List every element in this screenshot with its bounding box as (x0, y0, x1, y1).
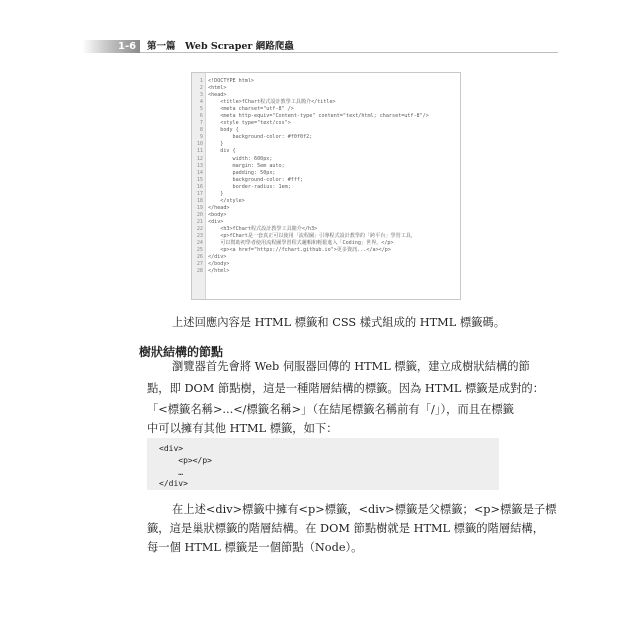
paragraph-intro: 上述回應內容是 HTML 標籤和 CSS 樣式組成的 HTML 標籤碼。 (172, 316, 506, 329)
paragraph-tree-line: 瀏覽器首先會將 Web 伺服器回傳的 HTML 標籤，建立成樹狀結構的節 (172, 360, 530, 373)
code-line (192, 163, 460, 170)
line-number: 17 (196, 190, 203, 197)
code-text: } (208, 190, 224, 197)
code-text: </body> (208, 261, 230, 268)
code-text: </style> (208, 197, 245, 204)
code-lines (192, 78, 460, 275)
code-line (192, 212, 460, 219)
line-number: 7 (199, 120, 203, 127)
line-number: 20 (196, 211, 203, 218)
line-number: 1 (199, 78, 203, 84)
line-number: 24 (196, 240, 203, 247)
paragraph-hierarchy-line: 每一個 HTML 標籤是一個節點（Node）。 (147, 541, 363, 554)
code-text: <h3>fChart程式設計教學工具簡介</h3> (208, 225, 318, 232)
code-text: <head> (208, 92, 227, 99)
line-number: 2 (199, 85, 203, 92)
code-line (192, 261, 460, 268)
code-text: <!DOCTYPE html> (208, 78, 255, 84)
code-text: </div> (208, 254, 227, 261)
page-header (0, 40, 640, 56)
code-line (192, 219, 460, 226)
paragraph-hierarchy-line: 籤，這是巢狀標籤的階層結構。在 DOM 節點樹就是 HTML 標籤的階層結構， (147, 522, 545, 535)
line-number: 19 (196, 204, 203, 211)
code-line (192, 247, 460, 254)
code-line (192, 148, 460, 155)
line-number: 25 (196, 247, 203, 254)
line-number: 28 (196, 268, 203, 275)
code-text: <style type="text/css"> (208, 120, 291, 127)
page-number: 1-6 (118, 41, 137, 52)
line-number: 11 (196, 148, 203, 155)
code-text: div { (208, 148, 236, 155)
code-line (192, 106, 460, 113)
code-line (192, 191, 460, 198)
code-text: <meta http-equiv="Content-type" content="text/html; charset=utf-8"/> (208, 113, 429, 120)
code-line (192, 141, 460, 148)
code-line (192, 268, 460, 275)
code-text: padding: 50px; (208, 169, 276, 176)
code-text: <div> (208, 218, 224, 225)
code-line (192, 78, 460, 85)
code-text: </head> (208, 204, 230, 211)
code-line (192, 156, 460, 163)
code-line (192, 85, 460, 92)
line-number: 18 (196, 197, 203, 204)
line-number: 16 (196, 183, 203, 190)
line-number: 12 (196, 155, 203, 162)
line-number: 15 (196, 176, 203, 183)
code-line (192, 113, 460, 120)
example-code-line: <p></p> (159, 456, 212, 465)
code-text: <p>fChart是一套真正可以使用「流程圖」引導程式設計教學的「跨平台」學習工具， (208, 233, 416, 240)
line-number: 3 (199, 92, 203, 99)
code-text: 可以幫助初學者使用流程圖學習程式邏輯和輕鬆進入「Coding」世界。</p> (208, 240, 394, 247)
example-code-line: <div> (159, 444, 184, 453)
code-text: background-color: #f0f0f2; (208, 134, 313, 141)
line-number: 10 (196, 141, 203, 148)
example-code-block (147, 438, 499, 490)
line-number: 26 (196, 254, 203, 261)
code-text: <meta charset="utf-8" /> (208, 106, 294, 113)
code-text: </html> (208, 268, 230, 275)
code-line (192, 134, 460, 141)
line-number: 21 (196, 218, 203, 225)
code-text: <html> (208, 85, 227, 92)
code-line (192, 120, 460, 127)
code-line (192, 254, 460, 261)
code-text: <title>fChart程式設計教學工具簡介</title> (208, 99, 336, 106)
code-text: } (208, 141, 224, 148)
code-text: <body> (208, 211, 227, 218)
line-number: 22 (196, 225, 203, 232)
code-line (192, 226, 460, 233)
code-listing (191, 72, 461, 300)
code-text: border-radius: 1em; (208, 183, 291, 190)
line-number: 23 (196, 233, 203, 240)
line-number: 13 (196, 162, 203, 169)
chapter-title: 第一篇 Web Scraper 網路爬蟲 (147, 41, 294, 52)
code-line (192, 198, 460, 205)
header-divider (140, 52, 558, 53)
line-number: 5 (199, 106, 203, 113)
code-line (192, 184, 460, 191)
code-line (192, 99, 460, 106)
line-number: 27 (196, 261, 203, 268)
code-line (192, 177, 460, 184)
line-number: 14 (196, 169, 203, 176)
line-number: 8 (199, 127, 203, 134)
code-line (192, 205, 460, 212)
paragraph-tree-line: 中可以擁有其他 HTML 標籤，如下： (147, 422, 338, 435)
paragraph-hierarchy-line: 在上述<div>標籤中擁有<p>標籤，<div>標籤是父標籤；<p>標籤是子標 (172, 503, 557, 516)
line-number: 9 (199, 134, 203, 141)
code-text: margin: 5em auto; (208, 162, 285, 169)
paragraph-tree-line: 「<標籤名稱>...</標籤名稱>」（在結尾標籤名稱前有「/」），而且在標籤 (147, 403, 514, 416)
code-line (192, 170, 460, 177)
code-line (192, 127, 460, 134)
example-code-line: </div> (159, 479, 188, 488)
code-text: width: 600px; (208, 155, 273, 162)
line-number: 6 (199, 113, 203, 120)
code-text: background-color: #fff; (208, 176, 304, 183)
code-text: body { (208, 127, 239, 134)
paragraph-tree-line: 點，即 DOM 節點樹，這是一種階層結構的標籤。因為 HTML 標籤是成對的： (147, 382, 545, 395)
example-code-line: … (159, 468, 184, 477)
code-text: <p><a href="https://fchart.github.io">更多資訊...</a></p> (208, 247, 391, 254)
line-number: 4 (199, 99, 203, 106)
section-heading: 樹狀結構的節點 (139, 345, 224, 359)
